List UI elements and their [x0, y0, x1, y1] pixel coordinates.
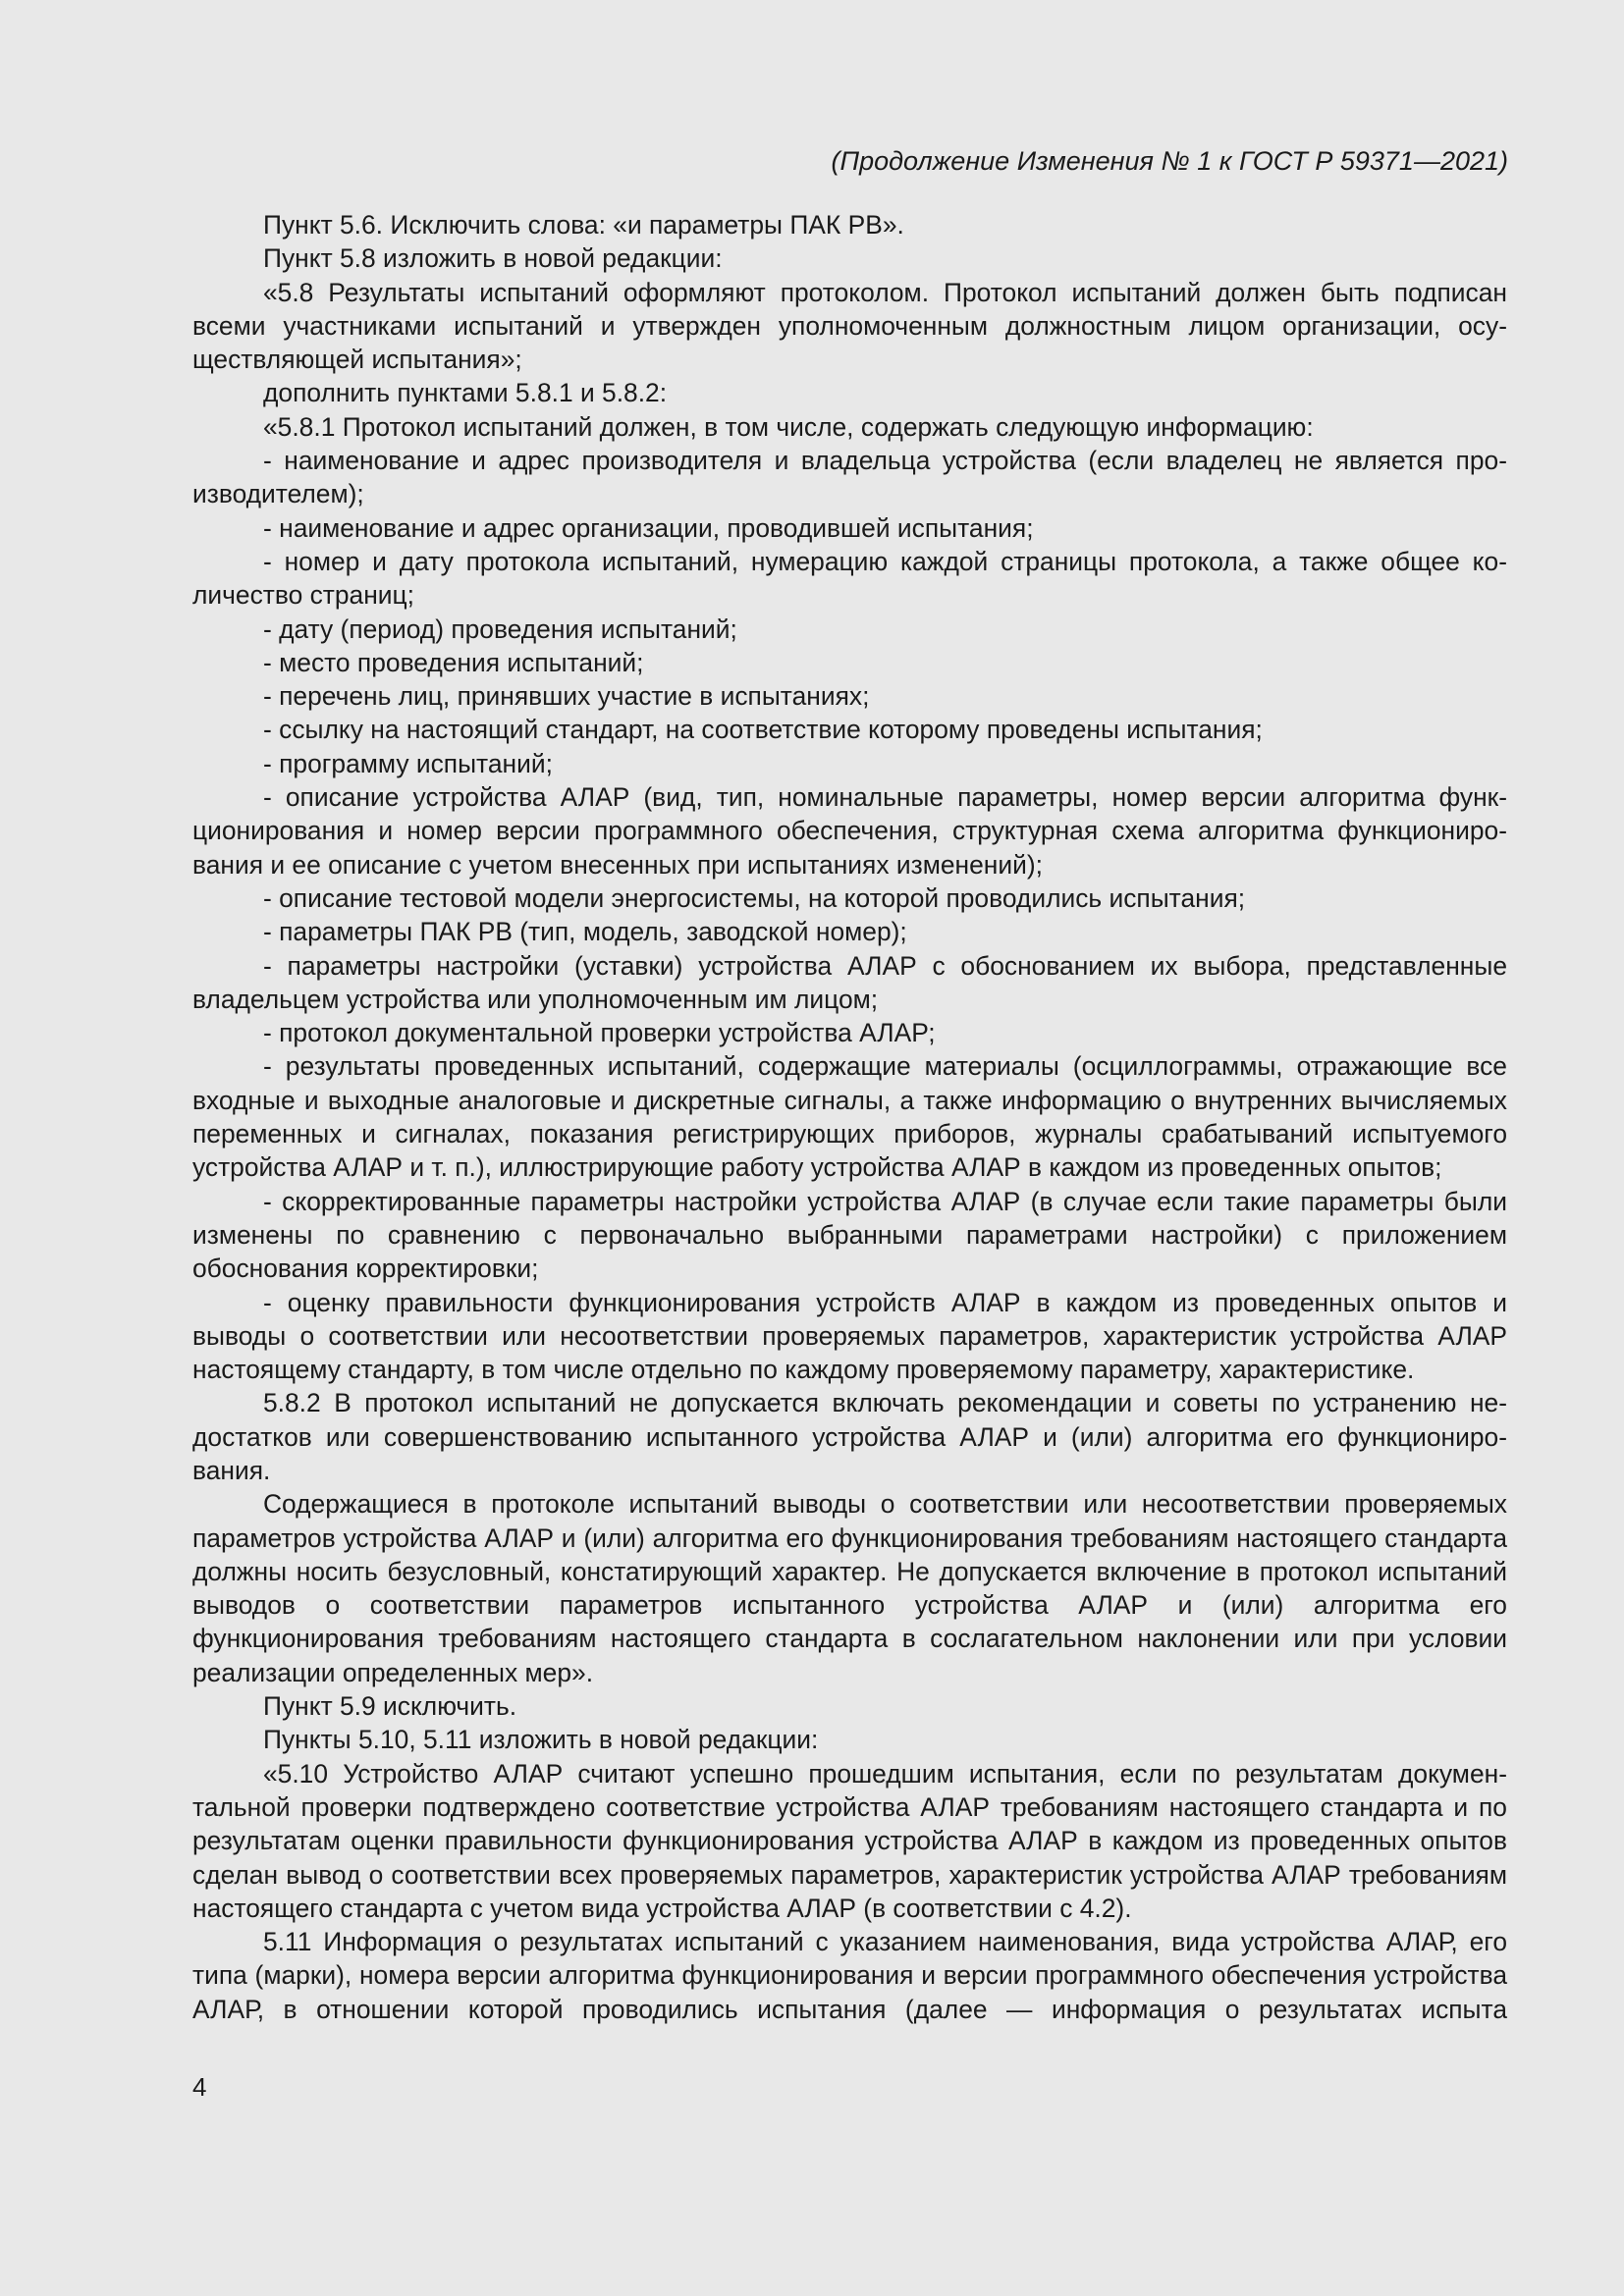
paragraph: - параметры ПАК РВ (тип, модель, заводской номер); [263, 917, 907, 947]
document-body [192, 208, 1507, 2026]
paragraph: 5.11 Информация о результатах испытаний с указанием наименования, вида устройства АЛАР, его типа (марки), номера версии алгоритма функционирования и версии программного обеспечения устройства АЛАР, в отношении которой проводились испытания (далее — информация о результатах испыта [192, 1927, 1507, 2024]
paragraph: «5.8 Результаты испытаний оформляют протоколом. Протокол испытаний должен быть подписан всеми участниками испытаний и утвержден уполномоченным должностным лицом организации, осуществляющей испытания»; [192, 277, 1507, 375]
paragraph: - скорректированные параметры настройки устройства АЛАР (в случае если такие параметры были изменены по сравнению с первоначально выбранными параметрами настройки) с приложением обоснования корректировки; [192, 1186, 1507, 1284]
paragraph: Пункт 5.6. Исключить слова: «и параметры ПАК РВ». [263, 210, 904, 240]
paragraph: - перечень лиц, принявших участие в испытаниях; [263, 681, 870, 712]
paragraph: «5.10 Устройство АЛАР считают успешно прошедшим испытания, если по результатам документальной проверки подтверждено соответствие устройства АЛАР требованиям настоящего стандарта и по результатам оценки правильности функционирования устройства АЛАР в каждом из проведенных опытов сделан вывод о соответствии всех проверяемых параметров, характеристик устройства АЛАР требованиям настоящего стандарта с учетом вида устройства АЛАР (в соответствии с 4.2). [192, 1758, 1507, 1923]
paragraph: Содержащиеся в протоколе испытаний выводы о соответствии или несоответствии проверяемых параметров устройства АЛАР и (или) алгоритма его функционирования требованиям настоящего стандарта должны носить безусловный, констатирующий характер. Не допускается включение в протокол испытаний выводов о соответствии параметров испытанного устройства АЛАР и (или) алгоритма его функционирования требованиям настоящего стандарта в сослагательном наклонении или при условии реализации определенных мер». [192, 1489, 1507, 1687]
paragraph: «5.8.1 Протокол испытаний должен, в том числе, содержать следующую информацию: [263, 411, 1314, 442]
paragraph: - программу испытаний; [263, 748, 553, 778]
paragraph: - результаты проведенных испытаний, содержащие материалы (осциллограммы, отражающие все входные и выходные аналоговые и дискретные сигналы, а также информацию о внутренних вычисляемых переменных и сигналах, показания регистрирующих приборов, журналы срабатываний испытуемого устройства АЛАР и т. п.), иллюстрирующие работу устройства АЛАР в каждом из проведенных опытов; [192, 1051, 1507, 1183]
paragraph: - оценку правильности функционирования устройств АЛАР в каждом из проведенных опытов и выводы о соответствии или несоответствии проверяемых параметров, характеристик устройства АЛАР настоящему стандарту, в том числе отдельно по каждому проверяемому параметру, характеристике. [192, 1287, 1507, 1385]
page-header: (Продолжение Изменения № 1 к ГОСТ Р 59371—2021) [831, 146, 1508, 176]
page-number: 4 [192, 2072, 207, 2102]
paragraph: - наименование и адрес организации, проводившей испытания; [263, 512, 1034, 543]
paragraph: - номер и дату протокола испытаний, нумерацию каждой страницы протокола, а также общее количество страниц; [192, 546, 1507, 611]
paragraph: - описание тестовой модели энергосистемы, на которой проводились испытания; [263, 882, 1246, 913]
paragraph: 5.8.2 В протокол испытаний не допускается включать рекомендации и советы по устранению недостатков или совершенствованию испытанного устройства АЛАР и (или) алгоритма его функционирования. [192, 1388, 1507, 1485]
paragraph: - описание устройства АЛАР (вид, тип, номинальные параметры, номер версии алгоритма функционирования и номер версии программного обеспечения, структурная схема алгоритма функционирования и ее описание с учетом внесенных при испытаниях изменений); [192, 782, 1507, 880]
paragraph: - место проведения испытаний; [263, 647, 644, 677]
paragraph: дополнить пунктами 5.8.1 и 5.8.2: [263, 378, 668, 408]
paragraph: Пункт 5.9 исключить. [263, 1691, 517, 1722]
paragraph: Пункты 5.10, 5.11 изложить в новой редакции: [263, 1725, 819, 1755]
paragraph: Пункт 5.8 изложить в новой редакции: [263, 243, 723, 274]
paragraph: - протокол документальной проверки устройства АЛАР; [263, 1018, 936, 1048]
paragraph: - параметры настройки (уставки) устройства АЛАР с обоснованием их выбора, представленные владельцем устройства или уполномоченным им лицом; [192, 950, 1507, 1014]
paragraph: - дату (период) проведения испытаний; [263, 614, 737, 644]
paragraph: - наименование и адрес производителя и владельца устройства (если владелец не является производителем); [192, 446, 1507, 509]
paragraph: - ссылку на настоящий стандарт, на соответствие которому проведены испытания; [263, 715, 1263, 745]
